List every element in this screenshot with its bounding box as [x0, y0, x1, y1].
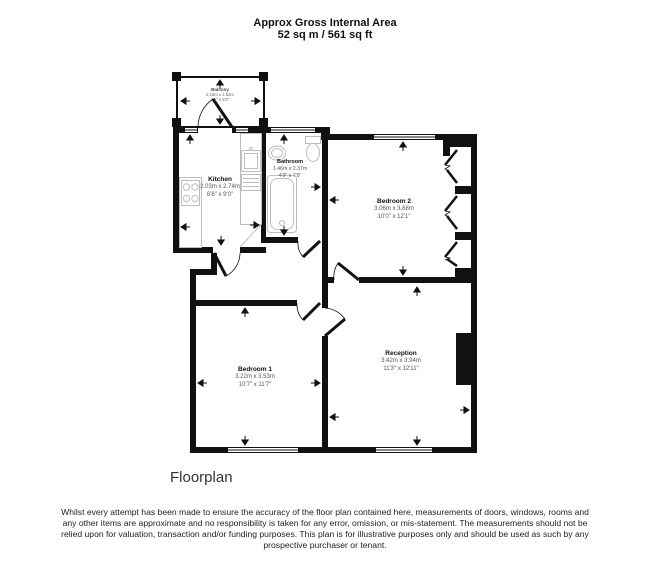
bedroom1-name: Bedroom 1: [238, 366, 272, 373]
bedroom2-name: Bedroom 2: [377, 198, 411, 205]
disclaimer-line-2: any other items are approximate and no responsibility is taken for any error, omission, or mis-statement. The measurements should not be: [62, 517, 588, 528]
floorplan-caption: Floorplan: [170, 469, 233, 486]
fitted-wardrobes: [443, 140, 471, 277]
reception-name: Reception: [385, 350, 417, 357]
bedroom1-label: [210, 366, 300, 389]
bedroom2-imperial: 10'0" x 12'1": [377, 213, 411, 220]
balcony-imperial: 7'1" x 5'0": [210, 97, 230, 103]
balcony-label: [185, 87, 255, 102]
bathroom-name: Bathroom: [277, 159, 303, 165]
kitchen-name: Kitchen: [208, 176, 232, 183]
header-area-title: Approx Gross Internal Area: [253, 17, 397, 29]
kitchen-label: [175, 176, 265, 199]
reception-label: [356, 350, 446, 373]
reception-imperial: 11'3" x 12'11": [383, 365, 419, 372]
bedroom1-metric: 3.22m x 3.53m: [235, 374, 275, 380]
bedroom1-imperial: 10'7" x 11'7": [238, 381, 272, 388]
disclaimer-line-4: prospective purchaser or tenant.: [263, 539, 387, 550]
reception-metric: 3.42m x 3.94m: [381, 358, 421, 364]
balcony-metric: 2.16m x 1.52m: [206, 92, 234, 98]
bedroom2-label: [349, 198, 439, 221]
bathroom-imperial: 4'9" x 7'9": [278, 172, 302, 179]
kitchen-metric: 2.03m x 2.74m: [200, 184, 240, 190]
balcony-name: Balcony: [211, 87, 229, 92]
kitchen-imperial: 6'8" x 9'0": [206, 191, 234, 198]
disclaimer-line-1: Whilst every attempt has been made to ensure the accuracy of the floor plan contained here, measurements of doors, windows, rooms and: [61, 507, 589, 517]
bathroom-fixtures: [268, 137, 321, 233]
chimney-breast: [456, 333, 471, 385]
disclaimer-line-3: relied upon for valuation, transaction and/or funding purposes. This plan is for illustrative purposes only and should be used as such by any: [61, 528, 589, 539]
bedroom2-metric: 3.06m x 3.68m: [374, 206, 414, 212]
bathroom-metric: 1.46m x 2.37m: [272, 166, 308, 172]
bathroom-label: [245, 159, 335, 179]
disclaimer: [0, 507, 650, 551]
header-area-value: 52 sq m / 561 sq ft: [277, 29, 373, 41]
